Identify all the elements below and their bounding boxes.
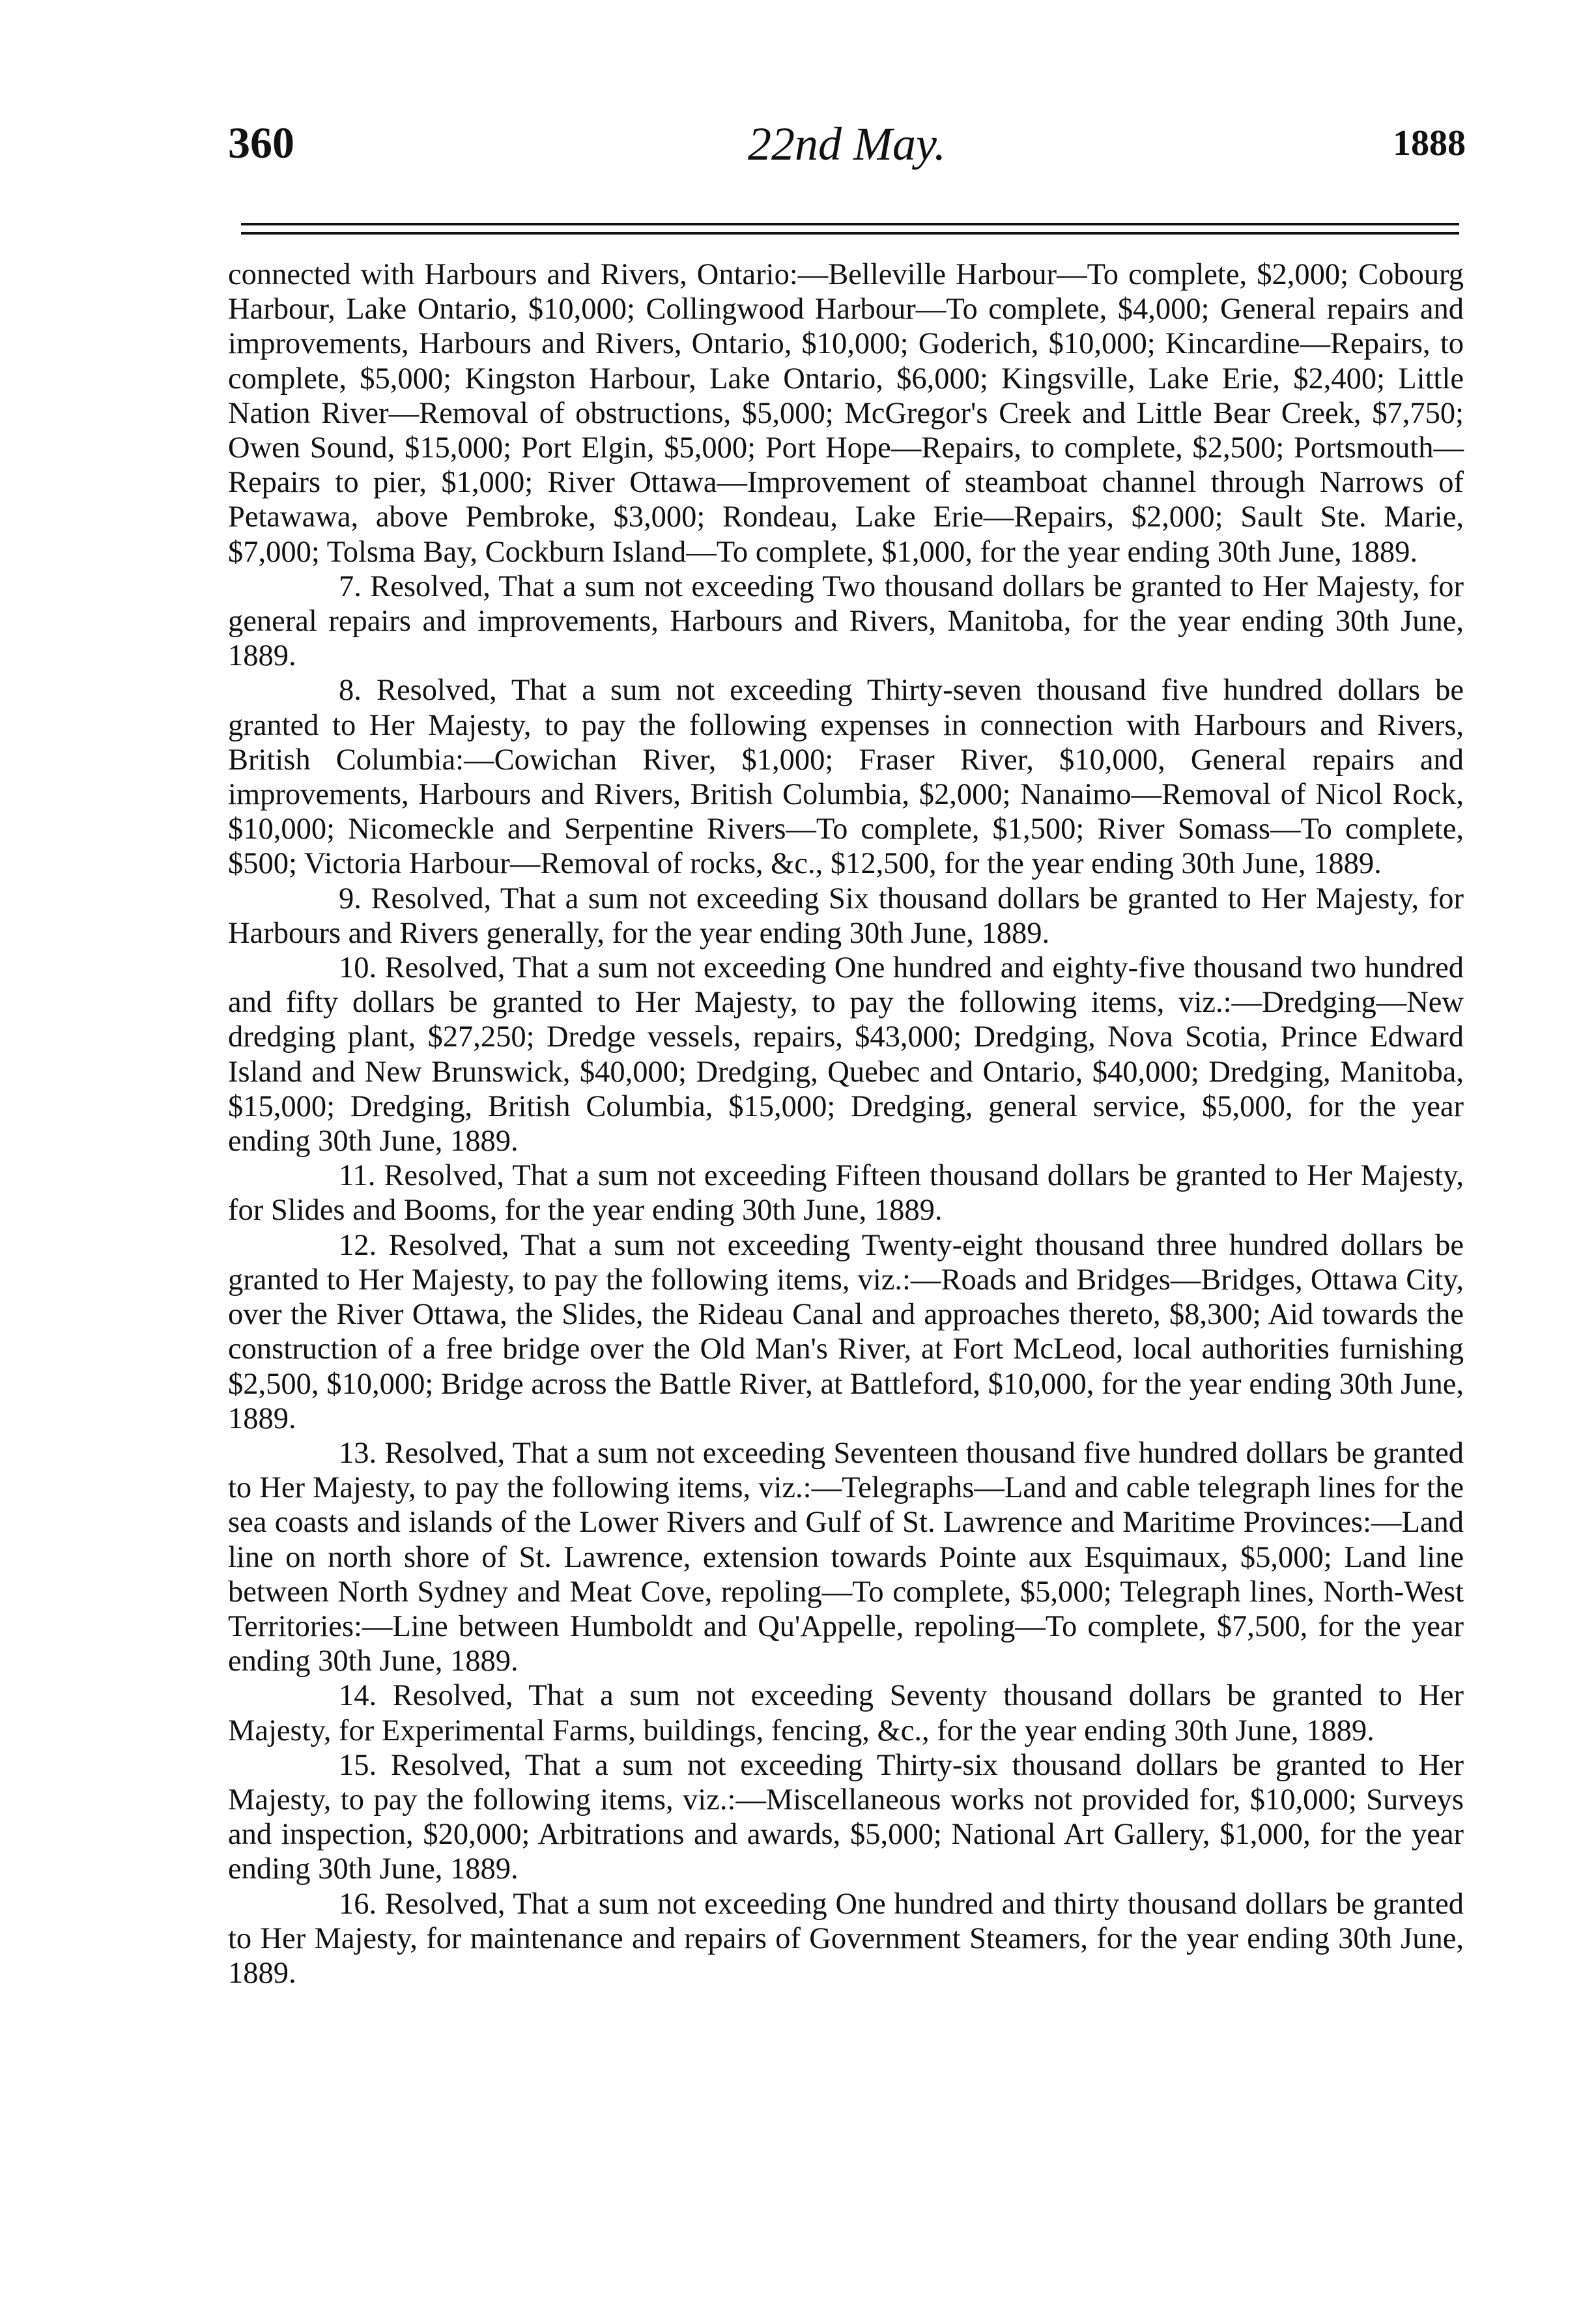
continued-paragraph: connected with Harbours and Rivers, Ontario:—Belleville Harbour—To complete, $2,000; Cobourg Harbour, Lake Ontario, $10,000; Collingwood Harbour—To complete, $4,000; General repairs and improvements, Harbours and Rivers, Ontario, $10,000; Goderich, $10,000; Kincardine—Repairs, to complete, $5,000; Kingston Harbour, Lake Ontario, $6,000; Kingsville, Lake Erie, $2,400; Little Nation River—Removal of obstructions, $5,000; McGregor's Creek and Little Bear Creek, $7,750; Owen Sound, $15,000; Port Elgin, $5,000; Port Hope—Repairs, to complete, $2,500; Portsmouth—Repairs to pier, $1,000; River Ottawa—Improvement of steamboat channel through Narrows of Petawawa, above Pembroke, $3,000; Rondeau, Lake Erie—Repairs, $2,000; Sault Ste. Marie, $7,000; Tolsma Bay, Cockburn Island—To complete, $1,000, for the year ending 30th June, 1889. bbox=[228, 258, 1464, 569]
header-rule-bottom bbox=[241, 232, 1459, 235]
header-year: 1888 bbox=[1393, 123, 1466, 164]
resolution-13: 13. Resolved, That a sum not exceeding Seventeen thousand five hundred dollars be granted to Her Majesty, to pay the following items, viz.:—Telegraphs—Land and cable telegraph lines for the sea coasts and islands of the Lower Rivers and Gulf of St. Lawrence and Maritime Provinces:—Land line on north shore of St. Lawrence, extension towards Pointe aux Esquimaux, $5,000; Land line between North Sydney and Meat Cove, repoling—To complete, $5,000; Telegraph lines, North-West Territories:—Line between Humboldt and Qu'Appelle, repoling—To complete, $7,500, for the year ending 30th June, 1889. bbox=[228, 1436, 1464, 1678]
resolution-7: 7. Resolved, That a sum not exceeding Two thousand dollars be granted to Her Majesty, for general repairs and improvements, Harbours and Rivers, Manitoba, for the year ending 30th June, 1889. bbox=[228, 569, 1464, 673]
resolution-10: 10. Resolved, That a sum not exceeding One hundred and eighty-five thousand two hundred and fifty dollars be granted to Her Majesty, to pay the following items, viz.:—Dredging—New dredging plant, $27,250; Dredge vessels, repairs, $43,000; Dredging, Nova Scotia, Prince Edward Island and New Brunswick, $40,000; Dredging, Quebec and Ontario, $40,000; Dredging, Manitoba, $15,000; Dredging, British Columbia, $15,000; Dredging, general service, $5,000, for the year ending 30th June, 1889. bbox=[228, 951, 1464, 1158]
resolution-9: 9. Resolved, That a sum not exceeding Six thousand dollars be granted to Her Majesty, for Harbours and Rivers generally, for the year ending 30th June, 1889. bbox=[228, 882, 1464, 950]
resolution-14: 14. Resolved, That a sum not exceeding Seventy thousand dollars be granted to Her Majesty, for Experimental Farms, buildings, fencing, &c., for the year ending 30th June, 1889. bbox=[228, 1679, 1464, 1747]
header-rule-top bbox=[241, 223, 1459, 225]
resolution-16: 16. Resolved, That a sum not exceeding One hundred and thirty thousand dollars be granted to Her Majesty, for maintenance and repairs of Government Steamers, for the year ending 30th June, 1889. bbox=[228, 1887, 1464, 1990]
resolution-15: 15. Resolved, That a sum not exceeding Thirty-six thousand dollars be granted to Her Majesty, to pay the following items, viz.:—Miscellaneous works not provided for, $10,000; Surveys and inspection, $20,000; Arbitrations and awards, $5,000; National Art Gallery, $1,000, for the year ending 30th June, 1889. bbox=[228, 1748, 1464, 1886]
running-title: 22nd May. bbox=[748, 118, 946, 170]
page-number: 360 bbox=[228, 118, 294, 167]
document-body bbox=[228, 257, 1464, 1990]
resolution-12: 12. Resolved, That a sum not exceeding Twenty-eight thousand three hundred dollars be granted to Her Majesty, to pay the following items, viz.:—Roads and Bridges—Bridges, Ottawa City, over the River Ottawa, the Slides, the Rideau Canal and approaches thereto, $8,300; Aid towards the construction of a free bridge over the Old Man's River, at Fort McLeod, local authorities furnishing $2,500, $10,000; Bridge across the Battle River, at Battleford, $10,000, for the year ending 30th June, 1889. bbox=[228, 1228, 1464, 1435]
resolution-11: 11. Resolved, That a sum not exceeding Fifteen thousand dollars be granted to Her Majesty, for Slides and Booms, for the year ending 30th June, 1889. bbox=[228, 1159, 1464, 1228]
resolution-8: 8. Resolved, That a sum not exceeding Thirty-seven thousand five hundred dollars be granted to Her Majesty, to pay the following expenses in connection with Harbours and Rivers, British Columbia:—Cowichan River, $1,000; Fraser River, $10,000, General repairs and improvements, Harbours and Rivers, British Columbia, $2,000; Nanaimo—Removal of Nicol Rock, $10,000; Nicomeckle and Serpentine Rivers—To complete, $1,500; River Somass—To complete, $500; Victoria Harbour—Removal of rocks, &c., $12,500, for the year ending 30th June, 1889. bbox=[228, 674, 1464, 881]
page-header bbox=[228, 117, 1466, 176]
